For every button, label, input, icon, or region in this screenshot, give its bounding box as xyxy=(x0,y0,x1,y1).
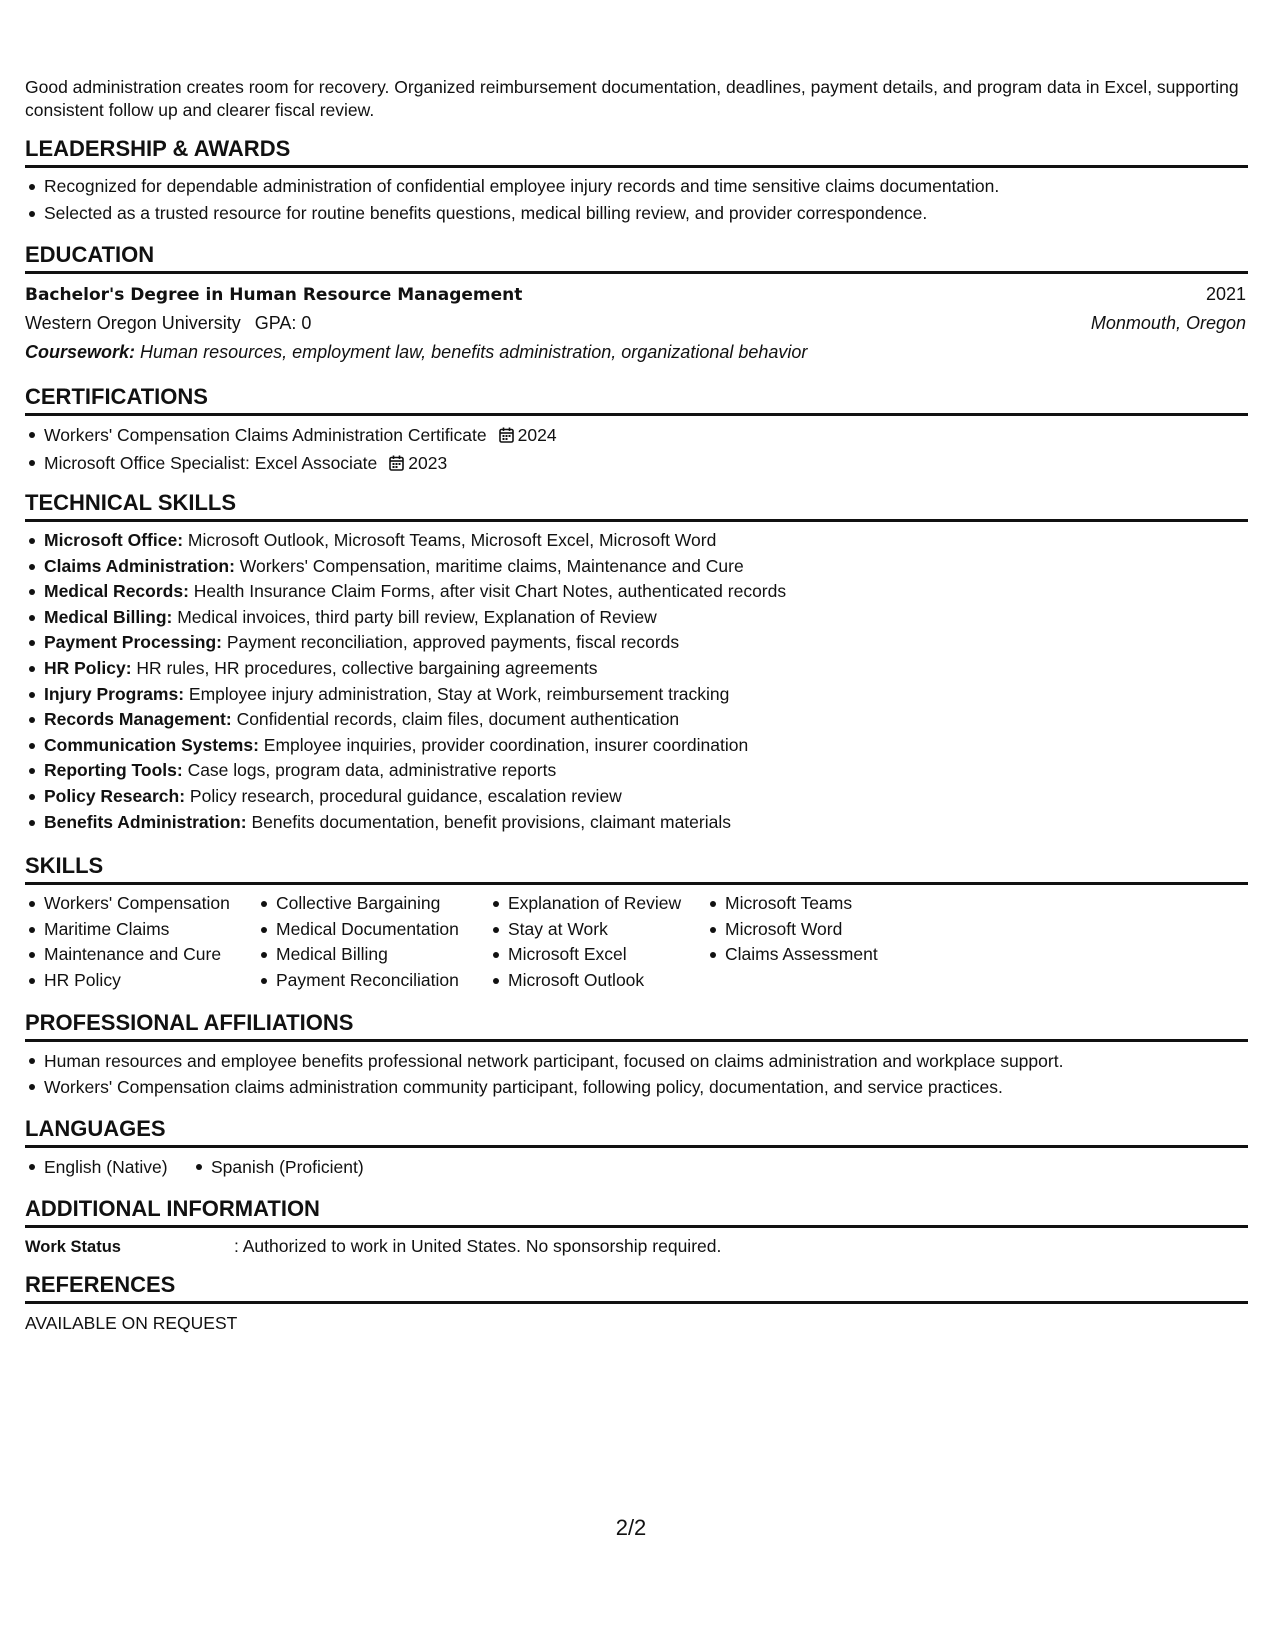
skill-category: Injury Programs: xyxy=(44,683,185,704)
list-item xyxy=(25,810,1248,836)
skill-detail: Employee inquiries, provider coordination, insurer coordination xyxy=(263,734,749,755)
skill-category: Medical Billing: xyxy=(44,606,173,627)
school-row xyxy=(25,309,1248,338)
skill-detail: Medical invoices, third party bill review, Explanation of Review xyxy=(177,606,657,627)
references-section xyxy=(25,1272,1248,1336)
calendar-icon xyxy=(499,424,514,450)
coursework-text: Human resources, employment law, benefits administration, organizational behavior xyxy=(140,342,808,362)
languages-list xyxy=(25,1154,1248,1180)
list-item: Collective Bargaining xyxy=(257,891,489,917)
references-text: AVAILABLE ON REQUEST xyxy=(25,1313,238,1333)
list-item: Microsoft Word xyxy=(706,917,938,943)
skill-category: Records Management: xyxy=(44,709,232,730)
education-section xyxy=(25,242,1248,367)
list-item: Spanish (Proficient) xyxy=(192,1154,364,1180)
list-item: Stay at Work xyxy=(489,917,706,943)
technical-skills-list xyxy=(25,528,1248,835)
skill-detail: Employee injury administration, Stay at Work, reimbursement tracking xyxy=(188,683,730,704)
skill-detail: HR rules, HR procedures, collective bargaining agreements xyxy=(136,657,598,678)
skill-detail: Confidential records, claim files, document authentication xyxy=(236,709,680,730)
skill-detail: Workers' Compensation, maritime claims, Maintenance and Cure xyxy=(239,555,744,576)
additional-info-section xyxy=(25,1196,1248,1259)
skill-category: Medical Records: xyxy=(44,581,189,602)
list-item: Medical Documentation xyxy=(257,917,489,943)
education-heading: EDUCATION xyxy=(25,242,1248,274)
skills-grid xyxy=(25,891,1248,993)
list-item xyxy=(25,528,1248,554)
affiliations-heading: PROFESSIONAL AFFILIATIONS xyxy=(25,1010,1248,1042)
technical-skills-heading: TECHNICAL SKILLS xyxy=(25,490,1248,522)
summary-text: Good administration creates room for recovery. Organized reimbursement documentation, deadlines, payment details, and program data in Excel, supporting consistent follow up and clearer fiscal review. xyxy=(25,77,1239,120)
certification-year: 2023 xyxy=(408,453,448,473)
list-item: Microsoft Teams xyxy=(706,891,938,917)
list-item: Selected as a trusted resource for routine benefits questions, medical billing review, and provider correspondence. xyxy=(25,200,1248,227)
skill-category: Payment Processing: xyxy=(44,632,222,653)
degree-title: Bachelor's Degree in Human Resource Management xyxy=(25,285,523,305)
list-item: English (Native) xyxy=(25,1154,168,1180)
languages-section xyxy=(25,1116,1248,1180)
certification-name: Workers' Compensation Claims Administration Certificate xyxy=(44,425,487,445)
leadership-list xyxy=(25,173,1248,227)
list-item: Payment Reconciliation xyxy=(257,968,489,994)
skill-category: HR Policy: xyxy=(44,657,132,678)
work-status-label: Work Status xyxy=(25,1238,121,1256)
affiliations-section xyxy=(25,1010,1248,1100)
gpa: GPA: 0 xyxy=(254,313,312,333)
skill-category: Microsoft Office: xyxy=(44,530,184,550)
skill-detail: Microsoft Outlook, Microsoft Teams, Microsoft Excel, Microsoft Word xyxy=(187,530,717,550)
skill-category: Reporting Tools: xyxy=(44,760,183,781)
certification-name: Microsoft Office Specialist: Excel Associate xyxy=(44,453,378,473)
list-item xyxy=(25,605,1248,631)
list-item: Explanation of Review xyxy=(489,891,706,917)
languages-heading: LANGUAGES xyxy=(25,1116,1248,1148)
list-item: Microsoft Excel xyxy=(489,942,706,968)
skills-column xyxy=(706,891,938,993)
list-item: Microsoft Outlook xyxy=(489,968,706,994)
list-item: HR Policy xyxy=(25,968,257,994)
degree-row xyxy=(25,280,1248,309)
certification-year: 2024 xyxy=(517,425,557,445)
list-item: Workers' Compensation claims administration community participant, following policy, documentation, and service practices. xyxy=(25,1074,1248,1100)
list-item xyxy=(25,630,1248,656)
work-status-value: : Authorized to work in United States. No sponsorship required. xyxy=(234,1236,722,1256)
list-item: Maritime Claims xyxy=(25,917,257,943)
list-item xyxy=(25,579,1248,605)
list-item: Maintenance and Cure xyxy=(25,942,257,968)
list-item: Human resources and employee benefits professional network participant, focused on claims administration and workplace support. xyxy=(25,1048,1248,1074)
list-item: Claims Assessment xyxy=(706,942,938,968)
skill-detail: Policy research, procedural guidance, escalation review xyxy=(189,785,622,806)
coursework-label: Coursework: xyxy=(25,342,136,362)
certifications-list xyxy=(25,422,1248,478)
school-name: Western Oregon University xyxy=(25,313,241,333)
list-item: Medical Billing xyxy=(257,942,489,968)
list-item xyxy=(25,656,1248,682)
skill-category: Benefits Administration: xyxy=(44,811,247,832)
skill-detail: Health Insurance Claim Forms, after visit Chart Notes, authenticated records xyxy=(193,581,787,602)
coursework-row xyxy=(25,338,1248,367)
skill-category: Policy Research: xyxy=(44,785,186,806)
leadership-heading: LEADERSHIP & AWARDS xyxy=(25,136,1248,168)
skill-detail: Benefits documentation, benefit provisions, claimant materials xyxy=(251,811,731,832)
certifications-section xyxy=(25,384,1248,478)
list-item xyxy=(25,784,1248,810)
skill-detail: Payment reconciliation, approved payments, fiscal records xyxy=(226,632,680,653)
skill-category: Communication Systems: xyxy=(44,734,259,755)
skills-column xyxy=(257,891,489,993)
additional-info-heading: ADDITIONAL INFORMATION xyxy=(25,1196,1248,1228)
list-item xyxy=(25,758,1248,784)
list-item xyxy=(25,682,1248,708)
skills-heading: SKILLS xyxy=(25,853,1248,885)
skill-category: Claims Administration: xyxy=(44,555,235,576)
leadership-section xyxy=(25,136,1248,227)
list-item xyxy=(25,707,1248,733)
page-number: 2/2 xyxy=(615,1515,647,1540)
graduation-year: 2021 xyxy=(1205,284,1246,304)
skills-column xyxy=(489,891,706,993)
skills-column xyxy=(25,891,257,993)
skills-section xyxy=(25,853,1248,993)
list-item: Workers' Compensation xyxy=(25,891,257,917)
technical-skills-section xyxy=(25,490,1248,835)
affiliations-list xyxy=(25,1048,1248,1100)
calendar-icon xyxy=(389,452,404,478)
list-item xyxy=(25,450,1248,478)
list-item xyxy=(25,554,1248,580)
work-status-row xyxy=(25,1233,1248,1259)
skill-detail: Case logs, program data, administrative reports xyxy=(187,760,557,781)
list-item xyxy=(25,733,1248,759)
school-location: Monmouth, Oregon xyxy=(1090,313,1246,333)
list-item: Recognized for dependable administration of confidential employee injury records and time sensitive claims documentation. xyxy=(25,173,1248,200)
references-heading: REFERENCES xyxy=(25,1272,1248,1304)
list-item xyxy=(25,422,1248,450)
certifications-heading: CERTIFICATIONS xyxy=(25,384,1248,416)
